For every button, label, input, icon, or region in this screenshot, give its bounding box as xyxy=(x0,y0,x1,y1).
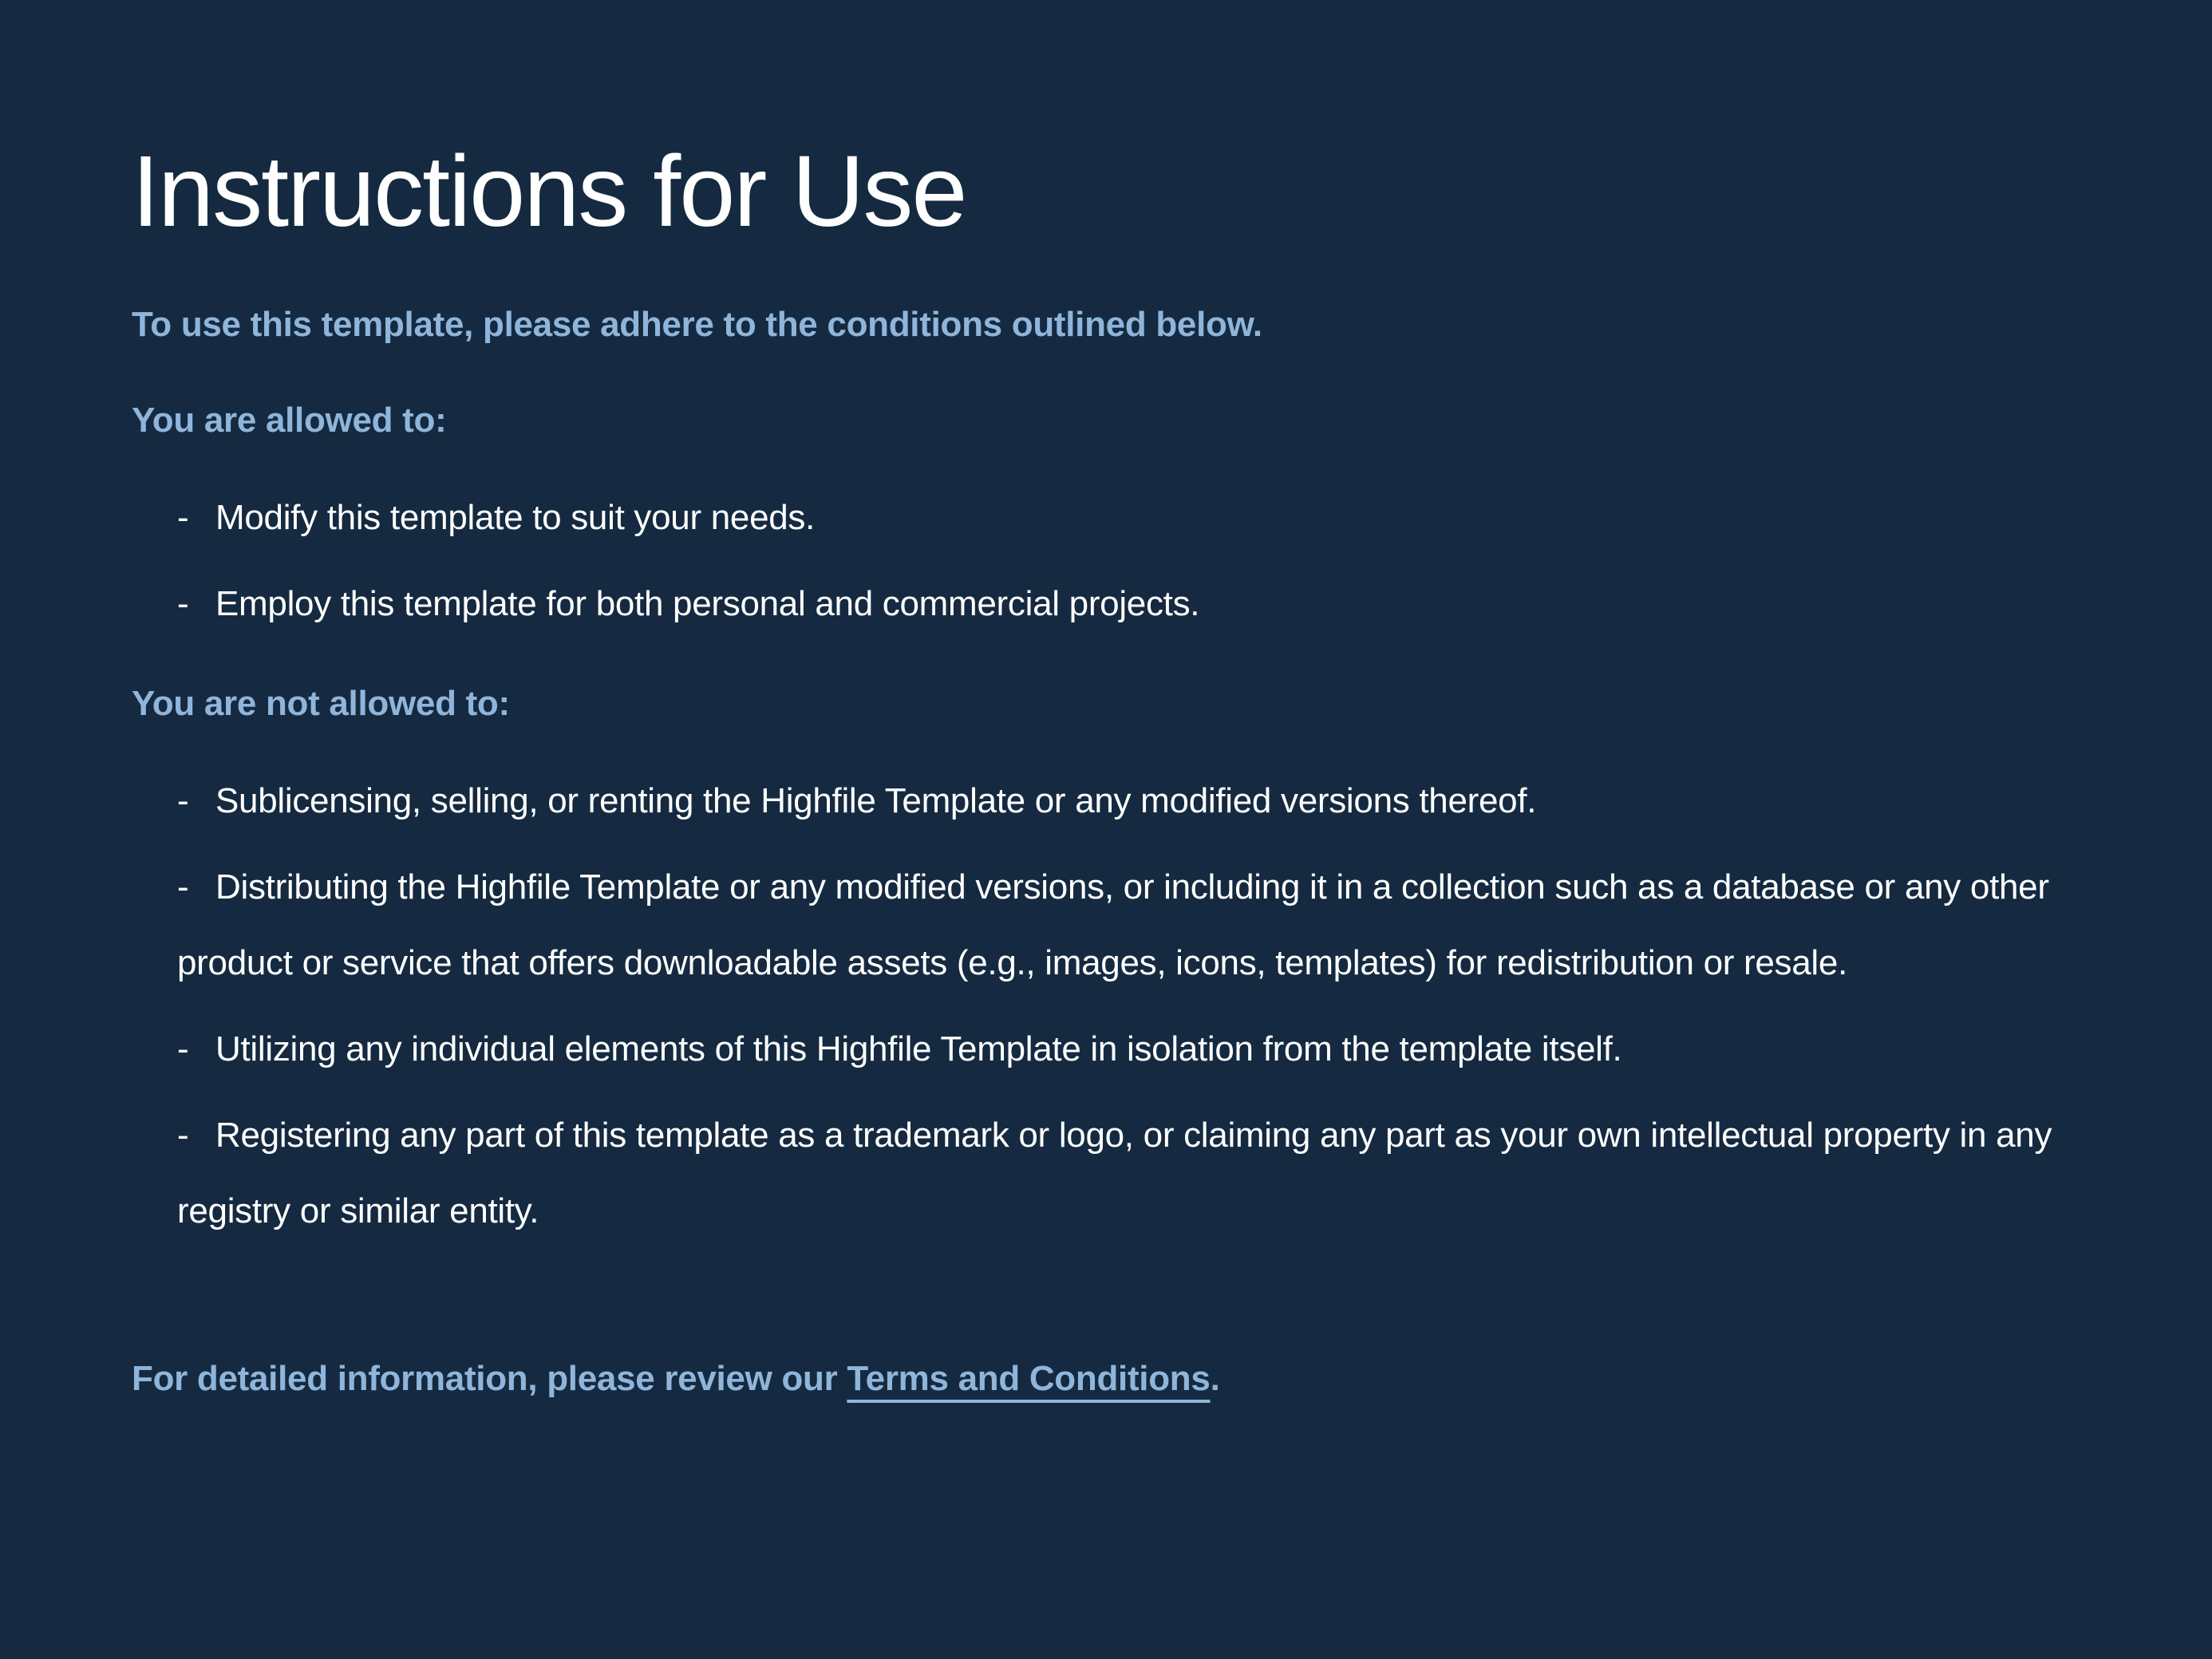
not-allowed-list xyxy=(177,763,2080,1249)
bullet-dash: - xyxy=(177,780,189,820)
list-item-text: Registering any part of this template as a trademark or logo, or claiming any part as your own intellectual property in any registry or similar entity. xyxy=(177,1115,2052,1230)
list-item xyxy=(177,480,2080,555)
list-item-text: Utilizing any individual elements of this Highfile Template in isolation from the template itself. xyxy=(215,1029,1622,1068)
bullet-dash: - xyxy=(177,497,189,537)
section-heading-allowed: You are allowed to: xyxy=(132,400,447,440)
footer-suffix: . xyxy=(1210,1358,1220,1398)
bullet-dash: - xyxy=(177,583,189,623)
list-item xyxy=(177,849,2080,1001)
list-item xyxy=(177,1011,2080,1087)
list-item xyxy=(177,1097,2080,1249)
list-item-text: Distributing the Highfile Template or any modified versions, or including it in a collection such as a database or any other product or service that offers downloadable assets (e.g., images, icons, templates) for redistribution or resale. xyxy=(177,867,2049,982)
bullet-dash: - xyxy=(177,867,189,907)
list-item-text: Employ this template for both personal and commercial projects. xyxy=(215,583,1200,623)
bullet-dash: - xyxy=(177,1029,189,1068)
allowed-list xyxy=(177,480,2080,642)
section-heading-not-allowed: You are not allowed to: xyxy=(132,683,510,723)
terms-and-conditions-link[interactable]: Terms and Conditions xyxy=(847,1358,1211,1398)
bullet-dash: - xyxy=(177,1115,189,1155)
list-item-text: Sublicensing, selling, or renting the Highfile Template or any modified versions thereof. xyxy=(215,780,1537,820)
list-item xyxy=(177,566,2080,642)
intro-text: To use this template, please adhere to the conditions outlined below. xyxy=(132,304,1262,344)
list-item-text: Modify this template to suit your needs. xyxy=(215,497,816,537)
section-not-allowed xyxy=(132,666,2080,1249)
footer-note xyxy=(132,1341,2080,1416)
page-title: Instructions for Use xyxy=(132,135,966,247)
footer-prefix: For detailed information, please review our xyxy=(132,1358,847,1398)
section-allowed xyxy=(132,382,2080,642)
list-item xyxy=(177,763,2080,839)
